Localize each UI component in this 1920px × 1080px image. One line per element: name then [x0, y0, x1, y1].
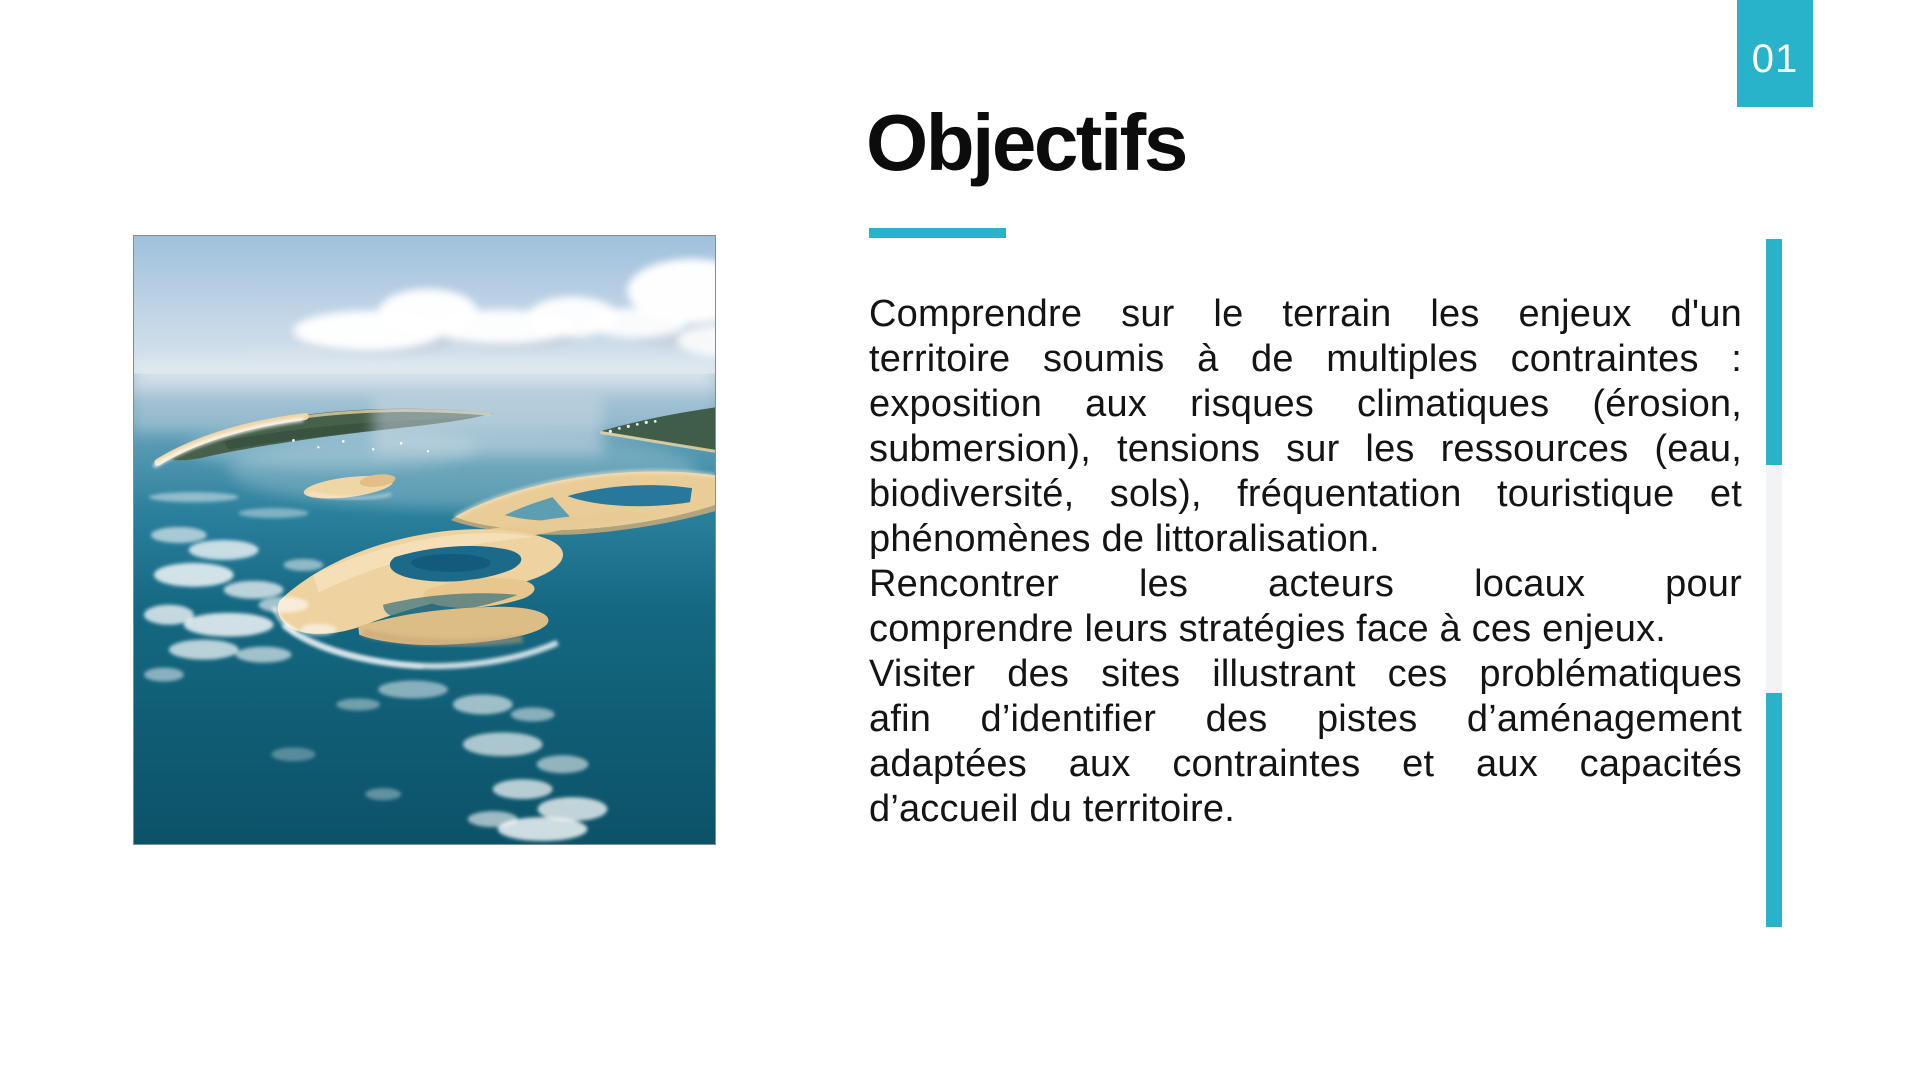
body-line: exposition aux risques climatiques (érosion,: [869, 383, 1742, 425]
body-line: Visiter des sites illustrant ces problématiques: [869, 653, 1742, 695]
side-accent-bar: [1766, 239, 1782, 927]
aerial-photo-illustration: [134, 236, 715, 844]
page-number-badge: [1737, 0, 1813, 107]
body-line: territoire soumis à de multiples contraintes :: [869, 338, 1742, 380]
bar-segment-middle: [1766, 465, 1782, 693]
body-line: comprendre leurs stratégies face à ces enjeux.: [869, 608, 1667, 650]
body-line: Comprendre sur le terrain les enjeux d'un: [869, 293, 1742, 335]
coastal-aerial-photo: [133, 235, 716, 845]
bar-segment-bottom: [1766, 693, 1782, 927]
body-line: afin d’identifier des pistes d’aménagement: [869, 698, 1742, 740]
body-line: d’accueil du territoire.: [869, 788, 1235, 830]
body-line: adaptées aux contraintes et aux capacités: [869, 743, 1742, 785]
body-text: [869, 292, 1742, 832]
body-line: Rencontrer les acteurs locaux pour: [869, 563, 1742, 605]
body-line: phénomènes de littoralisation.: [869, 518, 1380, 560]
body-line: biodiversité, sols), fréquentation touristique et: [869, 473, 1742, 515]
page-number: 01: [1751, 37, 1799, 81]
bar-segment-top: [1766, 239, 1782, 465]
slide-title: Objectifs: [866, 98, 1186, 187]
body-line: submersion), tensions sur les ressources (eau,: [869, 428, 1742, 470]
title-accent-underline: [869, 228, 1006, 238]
